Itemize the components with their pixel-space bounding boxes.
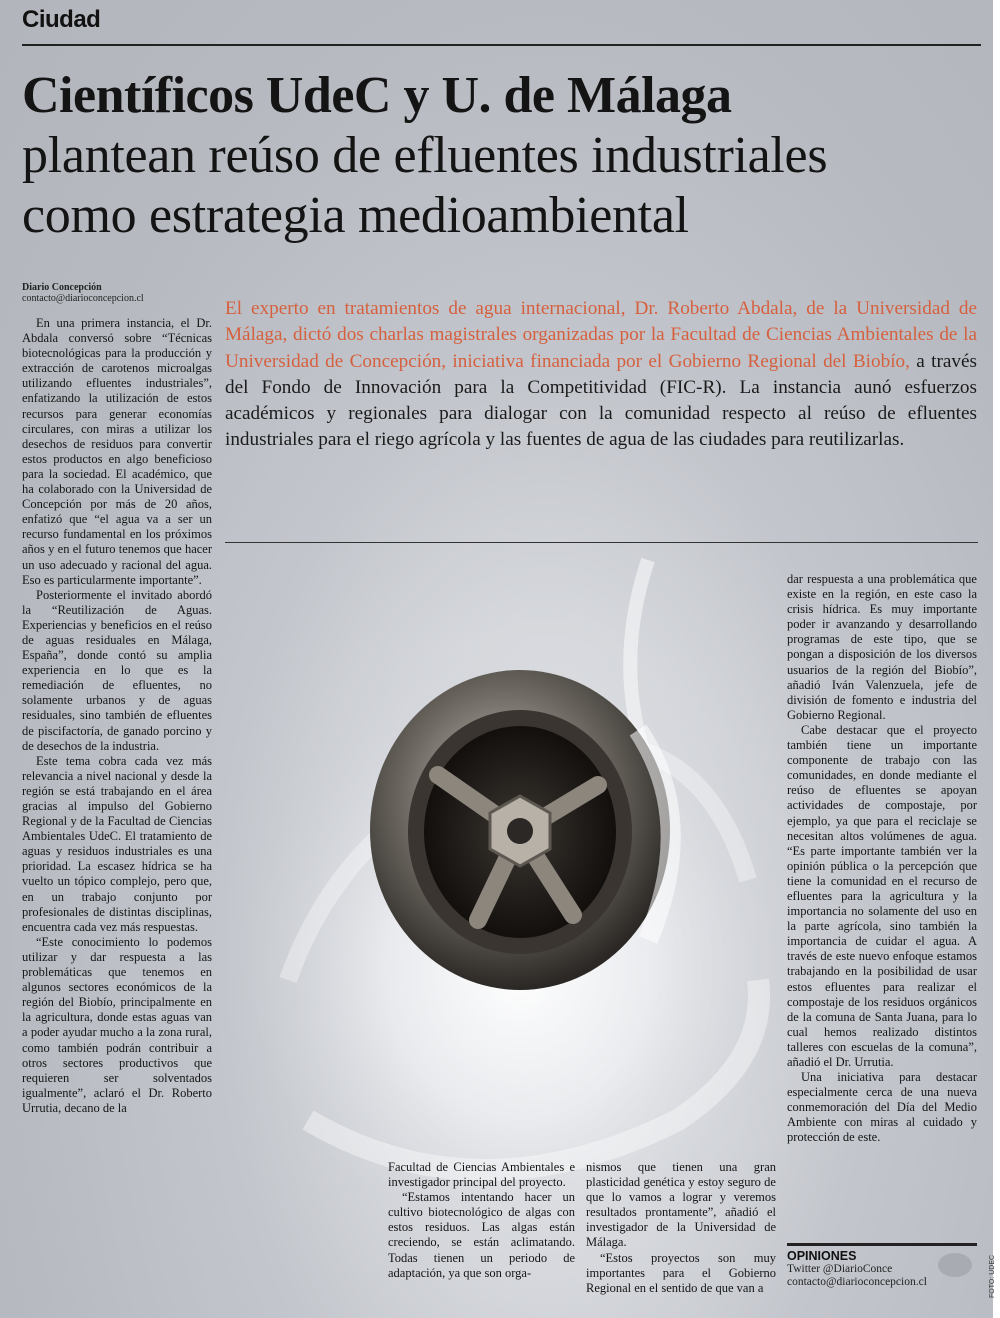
body-column-3 bbox=[586, 1160, 776, 1296]
byline bbox=[22, 282, 144, 304]
opiniones-twitter[interactable]: Twitter @DiarioConce bbox=[787, 1263, 893, 1275]
headline bbox=[22, 66, 982, 246]
lede-highlight: El experto en tratamientos de agua internacional, Dr. Roberto Abdala, de la Universidad de Málaga, dictó dos charlas magistrales organizadas por la Facultad de Ciencias Ambientales de la Universidad de Concepción, iniciativa financiada por el Gobierno Regional del Biobío, bbox=[225, 298, 977, 372]
paragraph: nismos que tienen una gran plasticidad genética y estoy seguro de que lo vamos a lograr y veremos resultados prontamente”, añadió el investigador de la Universidad de Málaga. bbox=[586, 1160, 776, 1250]
paragraph: “Este conocimiento lo podemos utilizar y dar respuesta a las problemáticas que tenemos en algunos sectores económicos de la región del Biobío, principalmente en la agricultura, donde estas aguas van a poder ayudar mucho a la zona rural, como también podrán contribuir a otros sectores productivos que requieren ser solventados igualmente”, aclaró el Dr. Roberto Urrutia, decano de la bbox=[22, 934, 212, 1115]
body-column-4 bbox=[787, 572, 977, 1146]
body-column-2 bbox=[388, 1160, 575, 1281]
paragraph: Este tema cobra cada vez más relevancia a nivel nacional y desde la región se está trabajando en el área gracias al impulso del Gobierno Regional y de la Facultad de Ciencias Ambientales UdeC. El tratamiento de aguas y residuos industriales es una prioridad. La escasez hídrica se ha vuelto un tópico complejo, pero que, en un trabajo conjunto por profesionales de distintas disciplinas, encuentra cada vez más respuestas. bbox=[22, 753, 212, 934]
top-rule bbox=[22, 44, 981, 46]
headline-line-1: Científicos UdeC y U. de Málaga bbox=[22, 67, 732, 124]
opiniones-email[interactable]: contacto@diarioconcepcion.cl bbox=[787, 1276, 927, 1288]
drain-photo-icon bbox=[228, 560, 788, 1260]
speech-bubble-icon bbox=[938, 1253, 972, 1277]
lede bbox=[225, 296, 977, 454]
photo-credit: FOTO: UDEC bbox=[989, 1254, 996, 1298]
opiniones-rule bbox=[787, 1243, 977, 1246]
paragraph: En una primera instancia, el Dr. Abdala conversó sobre “Técnicas biotecnológicas para la producción y extracción de carotenos microalgas utilizando efluentes industriales”, enfatizando la utilización de estos recursos para generar economías circulares, con miras a utilizar los desechos de residuos para convertir estos productos en algo beneficioso para la sociedad. El académico, que ha colaborado con la Universidad de Concepción por más de 20 años, enfatizó que “el agua va a ser un recurso fundamental en los próximos años y en el futuro tenemos que hacer un uso adecuado y racional del agua. Eso es particularmente importante”. bbox=[22, 316, 212, 587]
headline-line-2: plantean reúso de efluentes industriales bbox=[22, 127, 828, 184]
paragraph: Facultad de Ciencias Ambientales e investigador principal del proyecto. bbox=[388, 1160, 575, 1190]
opiniones-title: OPINIONES bbox=[787, 1249, 857, 1263]
headline-line-3: como estrategia medioambiental bbox=[22, 187, 689, 244]
byline-email[interactable]: contacto@diarioconcepcion.cl bbox=[22, 293, 144, 304]
body-column-1 bbox=[22, 316, 212, 1116]
paragraph: “Estos proyectos son muy importantes para el Gobierno Regional en el sentido de que van a bbox=[586, 1250, 776, 1295]
section-label: Ciudad bbox=[22, 6, 101, 33]
paragraph: “Estamos intentando hacer un cultivo biotecnológico de algas con estos residuos. Las algas están creciendo, se están aclimatando. Todas tienen un periodo de adaptación, ya que son orga- bbox=[388, 1190, 575, 1280]
paragraph: Una iniciativa para destacar especialmente cerca de una nueva conmemoración del Día del Medio Ambiente con miras al cuidado y protección de este. bbox=[787, 1070, 977, 1145]
lede-rest: a través del Fondo de Innovación para la Competitividad (FIC-R). La instancia aunó esfuerzos académicos y regionales para dialogar con la comunidad respecto al reúso de efluentes industriales para el riego agrícola y las fuentes de agua de las ciudades para reutilizarlas. bbox=[225, 350, 977, 451]
paragraph: Cabe destacar que el proyecto también tiene un importante componente de trabajo con las comunidades, en donde mediante el reúso de efluentes se apoyan actividades de compostaje, por ejemplo, ya que para el reciclaje se necesitan altos volúmenes de agua. “Es parte importante también ver la opinión pública o la percepción que tiene la comunidad en el recurso de efluentes para la agricultura y la importancia no solamente del uso en la parte agrícola, sino también la importancia de cuidar el agua. A través de este nuevo enfoque estamos trabajando en la posibilidad de usar estos efluentes para realizar el compostaje de los residuos orgánicos de la comuna de Santa Juana, para lo cual hemos realizado distintos talleres con escuelas de la comuna”, añadió el Dr. Urrutia. bbox=[787, 722, 977, 1069]
column-rule bbox=[225, 542, 978, 543]
byline-author: Diario Concepción bbox=[22, 282, 102, 293]
paragraph: dar respuesta a una problemática que existe en la región, en este caso la crisis hídrica. Es muy importante poder ir avanzando y desarrollando programas de este tipo, que se pongan a disposición de los diversos usuarios de la región del Biobío”, añadió Iván Valenzuela, jefe de división de fomento e industria del Gobierno Regional. bbox=[787, 572, 977, 722]
paragraph: Posteriormente el invitado abordó la “Reutilización de Aguas. Experiencias y beneficios en el reúso de aguas residuales en Málaga, España”, donde contó su amplia experiencia en lo que es la remediación de efluentes, no solamente urbanos y de aguas residuales, sino también de efluentes de piscifactoría, de ganado porcino y de desechos de la industria. bbox=[22, 587, 212, 753]
